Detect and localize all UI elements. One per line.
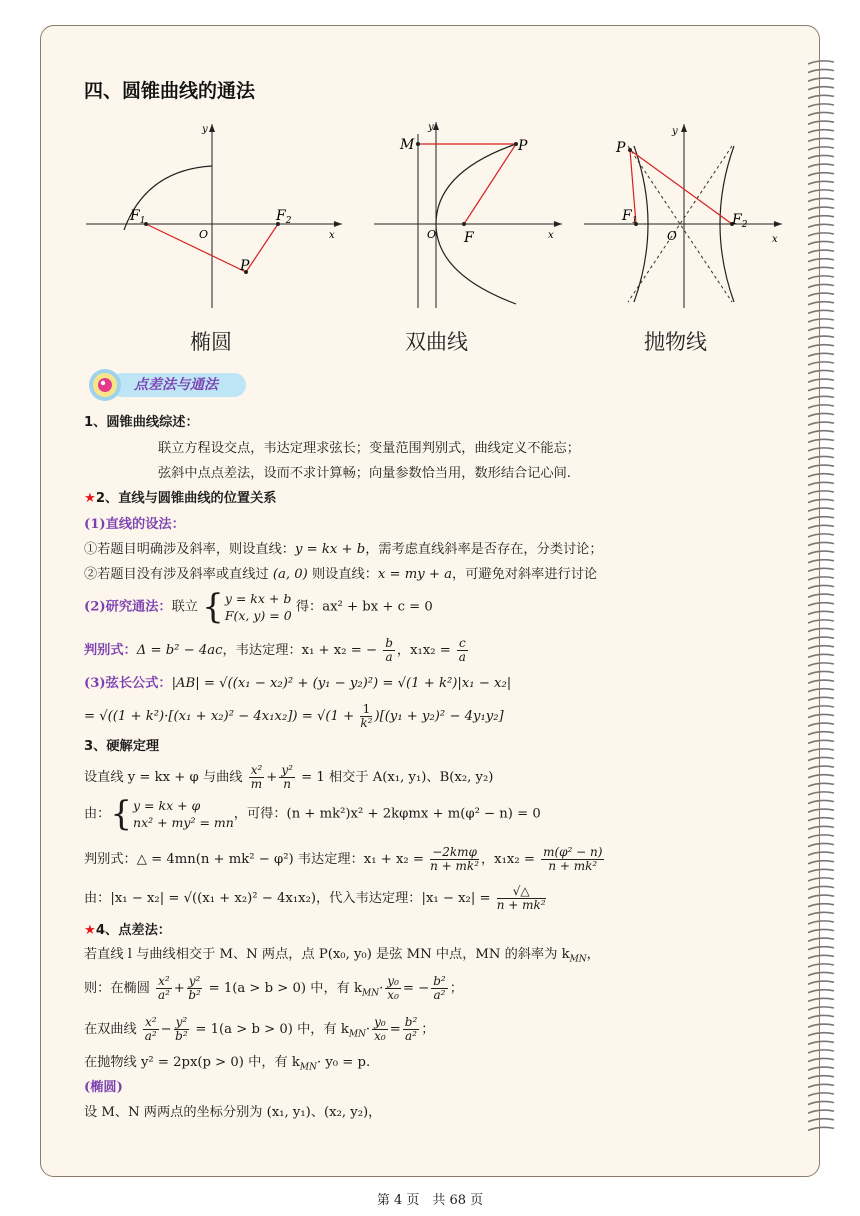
- spiral-ring: [808, 861, 834, 864]
- spiral-ring: [808, 998, 834, 1001]
- spiral-ring: [808, 929, 834, 932]
- spiral-ring: [808, 319, 834, 322]
- spiral-ring: [808, 456, 834, 459]
- spiral-ring: [808, 818, 834, 821]
- label-p: P: [240, 258, 250, 274]
- spiral-ring: [808, 181, 834, 184]
- badge-label: 点差法与通法: [134, 377, 218, 393]
- spiral-ring: [808, 61, 834, 64]
- spiral-ring: [808, 628, 834, 631]
- spiral-ring: [808, 1007, 834, 1010]
- spiral-ring: [808, 740, 834, 743]
- spiral-ring: [808, 878, 834, 881]
- section-title: 四、圆锥曲线的通法: [84, 80, 256, 102]
- s4-sub-label: (椭圆): [84, 1080, 123, 1095]
- spiral-ring: [808, 155, 834, 158]
- spiral-ring: [808, 852, 834, 855]
- spiral-ring: [808, 336, 834, 339]
- spiral-ring: [808, 508, 834, 511]
- parabola-figure: [370, 112, 570, 322]
- s1-line1: 联立方程设交点，韦达定理求弦长；变量范围判别式，曲线定义不能忘；: [158, 441, 580, 456]
- spiral-ring: [808, 671, 834, 674]
- spiral-ring: [808, 190, 834, 193]
- s3-line3: 判别式：△ = 4mn(n + mk² − φ²) 韦达定理：x₁ + x₂ = $\frac{\text{−2kmφ}}{\text{n + mk²}}$ ，x₁x₂ = $\frac{\text{m(φ² − n)}}{\text{n + mk²}}$: [84, 845, 603, 873]
- ellipse-figure: [80, 112, 350, 322]
- spiral-ring: [808, 551, 834, 554]
- spiral-ring: [808, 542, 834, 545]
- s3-line1: 设直线 y = kx + φ 与曲线 $\frac{\text{x²}}{m}$ + $\frac{\text{y²}}{n}$ = 1 相交于 A(x₁, y₁)、B(x₂, y₂): [84, 763, 494, 791]
- s1-heading: 1、圆锥曲线综述：: [84, 415, 199, 430]
- spiral-ring: [808, 646, 834, 649]
- spiral-ring: [808, 947, 834, 950]
- spiral-ring: [808, 904, 834, 907]
- spiral-ring: [808, 1110, 834, 1113]
- spiral-ring: [808, 241, 834, 244]
- spiral-ring: [808, 250, 834, 253]
- spiral-ring: [808, 78, 834, 81]
- spiral-ring: [808, 1067, 834, 1070]
- spiral-ring: [808, 293, 834, 296]
- spiral-ring: [808, 267, 834, 270]
- spiral-ring: [808, 112, 834, 115]
- spiral-ring: [808, 147, 834, 150]
- spiral-ring: [808, 800, 834, 803]
- spiral-ring: [808, 233, 834, 236]
- spiral-ring: [808, 869, 834, 872]
- spiral-ring: [808, 422, 834, 425]
- spiral-ring: [808, 439, 834, 442]
- label-f1: $F_1$: [622, 208, 638, 226]
- spiral-ring: [808, 775, 834, 778]
- spiral-ring: [808, 474, 834, 477]
- spiral-ring: [808, 121, 834, 124]
- spiral-ring: [808, 749, 834, 752]
- s2-p1-a: ①若题目明确涉及斜率，则设直线：y = kx + b，需考虑直线斜率是否存在，分类讨论；: [84, 542, 603, 557]
- s3-heading: 3、硬解定理: [84, 739, 160, 754]
- spiral-ring: [808, 972, 834, 975]
- caption-ellipse: 椭圆: [190, 330, 232, 354]
- spiral-ring: [808, 637, 834, 640]
- spiral-ring: [808, 499, 834, 502]
- spiral-ring: [808, 465, 834, 468]
- spiral-ring: [808, 706, 834, 709]
- spiral-ring: [808, 362, 834, 365]
- spiral-ring: [808, 353, 834, 356]
- spiral-ring: [808, 164, 834, 167]
- spiral-ring: [808, 345, 834, 348]
- spiral-ring: [808, 224, 834, 227]
- caption-hyperbola: 双曲线: [405, 330, 468, 354]
- spiral-ring: [808, 491, 834, 494]
- spiral-ring: [808, 594, 834, 597]
- spiral-ring: [808, 413, 834, 416]
- spiral-ring: [808, 216, 834, 219]
- spiral-ring: [808, 517, 834, 520]
- s2-discriminant: 判别式：Δ = b² − 4ac，韦达定理：x₁ + x₂ = − $\frac{b}{a}$ ，x₁x₂ = $\frac{c}{a}$: [84, 636, 466, 664]
- spiral-ring: [808, 585, 834, 588]
- spiral-ring: [808, 405, 834, 408]
- spiral-ring: [808, 1076, 834, 1079]
- label-y: y: [672, 126, 678, 137]
- label-y: y: [202, 124, 208, 135]
- label-p: P: [616, 140, 626, 156]
- spiral-ring: [808, 207, 834, 210]
- spiral-ring: [808, 276, 834, 279]
- spiral-ring: [808, 482, 834, 485]
- spiral-ring: [808, 259, 834, 262]
- s2-p3: (3)弦长公式：|AB| = √((x₁ − x₂)² + (y₁ − y₂)²) = √(1 + k²)|x₁ − x₂|: [84, 676, 512, 691]
- spiral-ring: [808, 577, 834, 580]
- label-o: O: [427, 228, 437, 241]
- spiral-ring: [808, 568, 834, 571]
- star-icon: ★: [84, 923, 96, 938]
- label-m: M: [400, 137, 415, 153]
- spiral-ring: [808, 663, 834, 666]
- spiral-ring: [808, 981, 834, 984]
- spiral-ring: [808, 1050, 834, 1053]
- spiral-ring: [808, 757, 834, 760]
- spiral-ring: [808, 173, 834, 176]
- page-footer: 第 4 页 共 68 页: [376, 1193, 484, 1208]
- spiral-ring: [808, 1093, 834, 1096]
- spiral-ring: [808, 809, 834, 812]
- spiral-ring: [808, 1058, 834, 1061]
- spiral-ring: [808, 1033, 834, 1036]
- spiral-ring: [808, 130, 834, 133]
- label-o: O: [667, 229, 677, 243]
- spiral-ring: [808, 534, 834, 537]
- spiral-ring: [808, 431, 834, 434]
- label-x: x: [548, 230, 554, 241]
- spiral-ring: [808, 104, 834, 107]
- spiral-ring: [808, 379, 834, 382]
- s3-line2: 由： { y = kx + φ nx² + my² = mn ，可得：(n + mk²)x² + 2kφmx + m(φ² − n) = 0: [84, 794, 541, 834]
- s4-line3: 在双曲线 $\frac{\text{x²}}{\text{a²}}$ − $\frac{\text{y²}}{\text{b²}}$ = 1(a > b > 0) 中，有 $k_{MN}\cdot$ $\frac{\text{y₀}}{\text{x₀}}$ = $\frac{\text{b²}}{\text{a²}}$ ；: [84, 1015, 435, 1043]
- spiral-ring: [808, 938, 834, 941]
- s3-line4: 由：|x₁ − x₂| = √((x₁ + x₂)² − 4x₁x₂)，代入韦达定理：|x₁ − x₂| = $\frac{√\triangle}{\text{n + mk²}}$: [84, 884, 546, 912]
- s4-line1: 若直线 l 与曲线相交于 M、N 两点，点 P(x₀, y₀) 是弦 MN 中点，MN 的斜率为 $k_{MN}$，: [84, 947, 600, 965]
- spiral-ring: [808, 697, 834, 700]
- caption-parabola: 抛物线: [644, 330, 707, 354]
- spiral-ring: [808, 302, 834, 305]
- s4-line2: 则：在椭圆 $\frac{\text{x²}}{\text{a²}}$ + $\frac{\text{y²}}{\text{b²}}$ = 1(a > b > 0) 中，有 $k_{MN}\cdot$ $\frac{\text{y₀}}{\text{x₀}}$ = − $\frac{\text{b²}}{\text{a²}}$ ；: [84, 974, 463, 1002]
- spiral-ring: [808, 680, 834, 683]
- spiral-ring: [808, 783, 834, 786]
- spiral-ring: [808, 792, 834, 795]
- spiral-ring: [808, 912, 834, 915]
- spiral-ring: [808, 1127, 834, 1130]
- label-f: F: [464, 230, 474, 246]
- s4-line5: 设 M、N 两两点的坐标分别为 (x₁, y₁)、(x₂, y₂)，: [84, 1105, 382, 1120]
- label-y: y: [428, 122, 434, 133]
- spiral-ring: [808, 766, 834, 769]
- spiral-ring: [808, 1101, 834, 1104]
- label-x: x: [772, 234, 778, 245]
- s1-line2: 弦斜中点点差法，设而不求计算畅；向量参数恰当用，数形结合记心间.: [158, 466, 572, 481]
- spiral-ring: [808, 1015, 834, 1018]
- spiral-ring: [808, 895, 834, 898]
- spiral-ring: [808, 826, 834, 829]
- spiral-ring: [808, 396, 834, 399]
- spiral-ring: [808, 560, 834, 563]
- label-f2: $F_2$: [732, 212, 748, 230]
- s4-line4: 在抛物线 y² = 2px(p > 0) 中，有 $k_{MN}\cdot y_0 = p$.: [84, 1055, 371, 1073]
- spiral-ring: [808, 1024, 834, 1027]
- spiral-ring: [808, 1084, 834, 1087]
- spiral-ring: [808, 654, 834, 657]
- spiral-ring: [808, 370, 834, 373]
- spiral-ring: [808, 138, 834, 141]
- spiral-ring: [808, 1041, 834, 1044]
- spiral-ring: [808, 732, 834, 735]
- spiral-binding: [806, 58, 836, 1138]
- spiral-ring: [808, 603, 834, 606]
- s2-p1-b: ②若题目没有涉及斜率或直线过 (a, 0) 则设直线：x = my + a，可避免对斜率进行讨论: [84, 567, 598, 582]
- s2-p3-cont: = √((1 + k²)·[(x₁ + x₂)² − 4x₁x₂]) = √(1 + $\frac{1}{\text{k²}}$ )[(y₁ + y₂)² − 4y₁y₂]: [84, 702, 504, 730]
- s2-p1-label: (1)直线的设法：: [84, 517, 185, 532]
- spiral-ring: [808, 611, 834, 614]
- spiral-ring: [808, 723, 834, 726]
- spiral-ring: [808, 689, 834, 692]
- s2-heading: ★2、直线与圆锥曲线的位置关系: [84, 491, 277, 506]
- label-p: P: [518, 138, 528, 154]
- spiral-ring: [808, 327, 834, 330]
- spiral-ring: [808, 843, 834, 846]
- spiral-ring: [808, 1119, 834, 1122]
- star-icon: ★: [84, 491, 96, 506]
- spiral-ring: [808, 835, 834, 838]
- label-f2: $F_2$: [276, 208, 292, 226]
- spiral-ring: [808, 620, 834, 623]
- spiral-ring: [808, 198, 834, 201]
- spiral-ring: [808, 388, 834, 391]
- spiral-ring: [808, 69, 834, 72]
- spiral-ring: [808, 95, 834, 98]
- spiral-ring: [808, 886, 834, 889]
- label-x: x: [329, 230, 335, 241]
- label-o: O: [199, 228, 209, 241]
- s2-p2: (2)研究通法：联立 { y = kx + b F(x, y) = 0 得：ax² + bx + c = 0: [84, 587, 433, 627]
- spiral-ring: [808, 310, 834, 313]
- spiral-ring: [808, 87, 834, 90]
- spiral-ring: [808, 990, 834, 993]
- spiral-ring: [808, 964, 834, 967]
- label-f1: $F_1$: [130, 208, 146, 226]
- spiral-ring: [808, 525, 834, 528]
- spiral-ring: [808, 448, 834, 451]
- spiral-ring: [808, 714, 834, 717]
- hyperbola-figure: [582, 112, 790, 322]
- spiral-ring: [808, 955, 834, 958]
- spiral-ring: [808, 921, 834, 924]
- spiral-ring: [808, 284, 834, 287]
- s4-heading: ★4、点差法：: [84, 923, 171, 938]
